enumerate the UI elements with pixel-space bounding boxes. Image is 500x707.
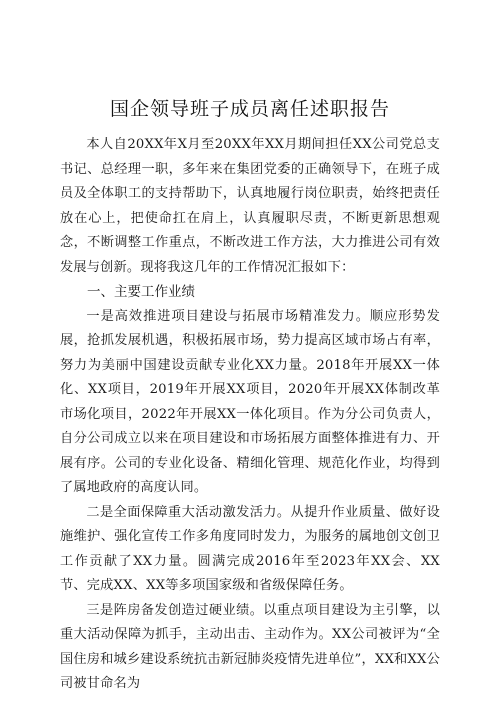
document-title: 国企领导班子成员离任述职报告 (109, 98, 390, 120)
paragraph-project-construction: 一是高效推进项目建设与拓展市场精准发力。顺应形势发展，抢抓发展机遇，积极拓展市场，势力提高区域市场占有率，努力为美丽中国建设贡献专业化XX力量。2018年开展XX一体化、XX项目，2019年开展XX项目，2020年开展XX体制改革市场化项目，2022年开展XX一体化项目。作为分公司负责人，自分公司成立以来在项目建设和市场拓展方面整体推进有力、开展有序。公司的专业化设备、精细化管理、规范化作业，均得到了属地政府的高度认同。 (60, 308, 440, 495)
section-heading: 一、主要工作业绩 (87, 284, 195, 300)
paragraph-event-support: 二是全面保障重大活动激发活力。从提升作业质量、做好设施维护、强化宣传工作多角度同时发力，为服务的属地创文创卫工作贡献了XX力量。圆满完成2016年至2023年XX会、XX节、完成XX、XX等多项国家级和省级保障任务。 (60, 504, 440, 593)
paragraph-achievements: 三是阵房备发创造过硬业绩。以重点项目建设为主引擎，以重大活动保障为抓手，主动出击、主动作为。XX公司被评为“全国住房和城乡建设系统抗击新冠肺炎疫情先进单位”，XX和XX公司被甘命名为 (60, 602, 440, 691)
intro-paragraph: 本人自20XX年X月至20XX年XX月期间担任XX公司党总支书记、总经理一职，多年来在集团党委的正确领导下，在班子成员及全体职工的支持帮助下，认真地履行岗位职责，始终把责任放在心上，把使命扛在肩上，认真履职尽责，不断更新思想观念，不断调整工作重点，不断改进工作方法，大力推进公司有效发展与创新。现将我这几年的工作情况汇报如下： (60, 137, 440, 275)
